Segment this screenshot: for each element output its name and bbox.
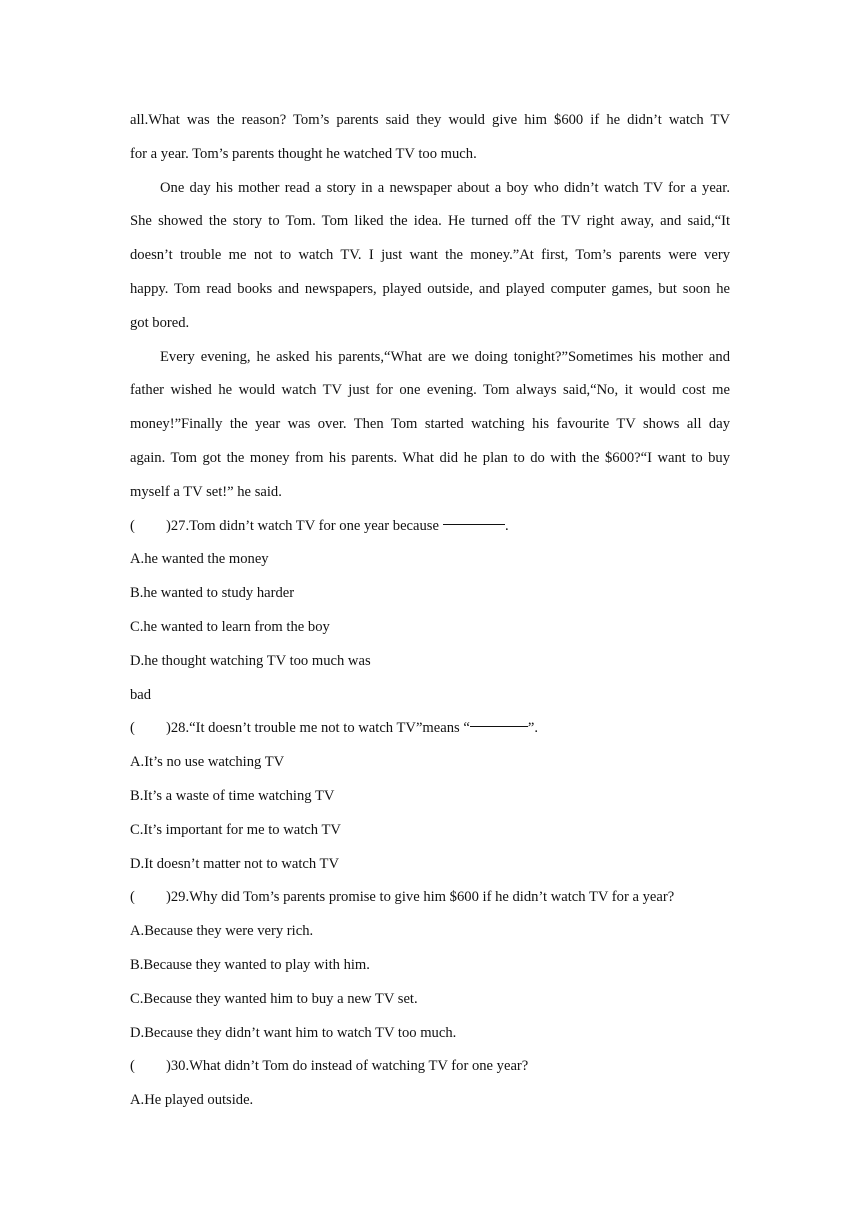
question-29-text: 29.Why did Tom’s parents promise to give him $600 if he didn’t watch TV for a year? xyxy=(170,889,675,906)
option-a: A.He played outside. xyxy=(130,1092,254,1109)
answer-bracket-open: ( xyxy=(130,1058,135,1075)
answer-bracket-open: ( xyxy=(130,720,135,737)
option-a: A.Because they were very rich. xyxy=(130,923,314,940)
answer-bracket-close: ) xyxy=(166,1058,171,1075)
option-c: C.Because they wanted him to buy a new TV set. xyxy=(130,990,418,1007)
option-d: D.he thought watching TV too much was xyxy=(130,652,371,669)
question-27-stem xyxy=(130,510,730,544)
answer-bracket-close: ) xyxy=(166,720,171,737)
answer-bracket-close: ) xyxy=(166,517,171,534)
passage-line: money!”Finally the year was over. Then Tom started watching his favourite TV shows all day xyxy=(130,416,730,433)
fill-in-blank xyxy=(443,510,505,525)
option-a: A.It’s no use watching TV xyxy=(130,754,285,771)
passage-line: got bored. xyxy=(130,314,190,331)
option-a: A.he wanted the money xyxy=(130,551,269,568)
passage-line: again. Tom got the money from his parents. What did he plan to do with the $600?“I want to buy xyxy=(130,449,730,466)
passage-line: myself a TV set!” he said. xyxy=(130,483,282,500)
passage-line: doesn’t trouble me not to watch TV. I just want the money.”At first, Tom’s parents were very xyxy=(130,247,730,264)
fill-in-blank xyxy=(470,712,528,727)
passage-line: father wished he would watch TV just for one evening. Tom always said,“No, it would cost me xyxy=(130,382,730,399)
passage-line: Every evening, he asked his parents,“What are we doing tonight?”Sometimes his mother and xyxy=(160,348,730,365)
answer-bracket-close: ) xyxy=(166,889,171,906)
page-content xyxy=(130,104,730,1118)
passage-line: for a year. Tom’s parents thought he watched TV too much. xyxy=(130,145,477,162)
question-30-text: 30.What didn’t Tom do instead of watching TV for one year? xyxy=(170,1058,529,1075)
question-27-text: 27.Tom didn’t watch TV for one year because xyxy=(170,517,439,534)
passage-line: One day his mother read a story in a newspaper about a boy who didn’t watch TV for a year. xyxy=(160,179,730,196)
option-d: D.It doesn’t matter not to watch TV xyxy=(130,855,340,872)
passage-line: She showed the story to Tom. Tom liked the idea. He turned off the TV right away, and said,“It xyxy=(130,213,730,230)
passage-line: happy. Tom read books and newspapers, played outside, and played computer games, but soon he xyxy=(130,280,730,297)
option-b: B.Because they wanted to play with him. xyxy=(130,956,370,973)
passage-line: all.What was the reason? Tom’s parents said they would give him $600 if he didn’t watch TV xyxy=(130,112,730,128)
option-d: D.Because they didn’t want him to watch TV too much. xyxy=(130,1024,457,1041)
option-c: C.It’s important for me to watch TV xyxy=(130,821,341,838)
question-27-end: . xyxy=(504,517,509,534)
option-d-continued: bad xyxy=(130,686,152,703)
question-28-stem xyxy=(130,712,730,746)
question-30-stem xyxy=(130,1050,730,1084)
answer-bracket-open: ( xyxy=(130,889,135,906)
option-b: B.It’s a waste of time watching TV xyxy=(130,787,335,804)
question-28-text: 28.“It doesn’t trouble me not to watch TV”means “ xyxy=(170,720,470,737)
question-28-end: ”. xyxy=(527,720,538,737)
question-29-stem xyxy=(130,881,730,915)
option-b: B.he wanted to study harder xyxy=(130,585,295,602)
answer-bracket-open: ( xyxy=(130,517,135,534)
option-c: C.he wanted to learn from the boy xyxy=(130,618,330,635)
